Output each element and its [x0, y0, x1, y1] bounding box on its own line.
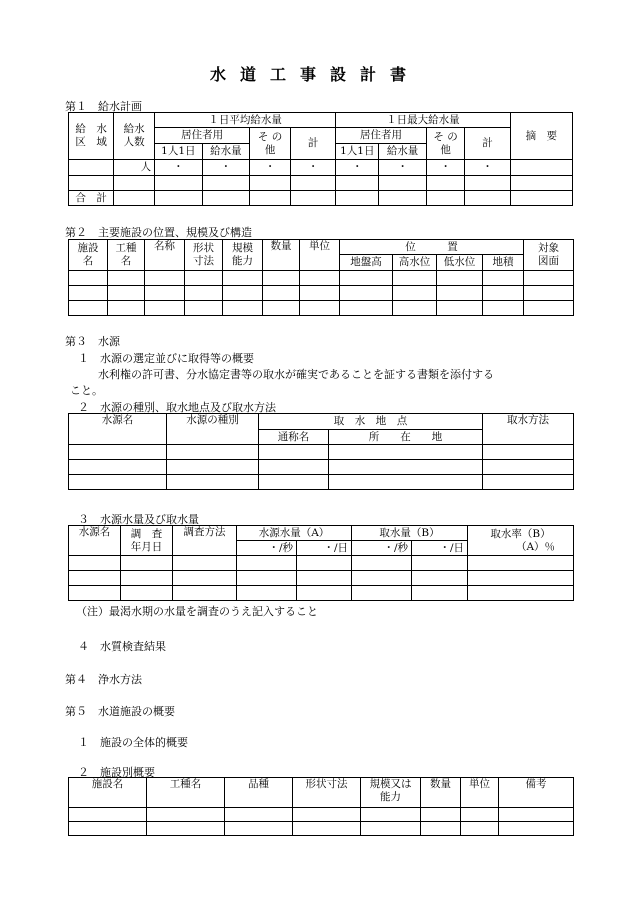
header-population: 給水 人数 [114, 113, 155, 160]
cell-dot: ・ [465, 160, 510, 176]
water-source-table [68, 413, 574, 490]
table-row [69, 191, 573, 206]
col-source-name: 水源名 [69, 414, 167, 445]
water-supply-plan-table [68, 112, 573, 206]
section3-text2: こと。 [70, 384, 103, 397]
col-intake-volume: 取水量（B） [352, 526, 468, 541]
col-high-water: 高水位 [393, 255, 437, 271]
col-quantity: 数量 [263, 240, 300, 271]
section3-sub3: ３ 水源水量及び取水量 [78, 513, 199, 526]
cell-dot: ・ [336, 160, 379, 176]
section5-sub2: ２ 施設別概要 [78, 766, 155, 779]
header-per-person-avg: 1人1日 [155, 144, 203, 160]
unit-per-sec: ・/秒 [237, 541, 297, 556]
col-shape: 形状 寸法 [185, 240, 223, 271]
col-facility-name: 施設 名 [69, 240, 108, 271]
page-title: 水道工事設計書 [209, 65, 420, 84]
header-daily-average: １日平均給水量 [155, 113, 336, 128]
col-location: 所 在 地 [329, 430, 483, 445]
section4-heading: 第４ 浄水方法 [65, 673, 142, 686]
col-scale: 規模 能力 [223, 240, 263, 271]
col-unit: 単位 [461, 778, 499, 808]
col-quantity: 数量 [421, 778, 461, 808]
col-shape: 形状寸法 [293, 778, 361, 808]
table-row [69, 160, 573, 176]
col-source-type: 水源の種別 [167, 414, 259, 445]
col-survey-date: 調 査 年月日 [121, 526, 173, 556]
table-row [69, 822, 574, 836]
cell-dot: ・ [155, 160, 203, 176]
section3-sub4: ４ 水質検査結果 [78, 640, 166, 653]
header-resident-max: 居住者用 [336, 128, 427, 144]
section3-text1: 水利権の許可書、分水協定書等の取水が確実であることを証する書類を添付する [98, 368, 494, 381]
col-intake-point: 取 水 地 点 [259, 414, 483, 430]
col-variety: 品種 [225, 778, 293, 808]
header-amount-avg: 給水量 [202, 144, 250, 160]
col-scale: 規模又は 能力 [361, 778, 421, 808]
header-other-avg: そ の 他 [250, 128, 291, 160]
cell-dot: ・ [250, 160, 291, 176]
header-area: 給 水 区 域 [69, 113, 114, 160]
table-row [69, 301, 574, 316]
header-daily-maximum: １日最大給水量 [336, 113, 510, 128]
cell-dot: ・ [379, 160, 427, 176]
table-row [69, 271, 574, 286]
section3-heading: 第３ 水源 [65, 335, 120, 348]
facility-detail-table [68, 777, 574, 836]
col-low-water: 低水位 [437, 255, 483, 271]
header-total-max: 計 [465, 128, 510, 160]
table-row [69, 286, 574, 301]
table-row [69, 176, 573, 191]
header-amount-max: 給水量 [379, 144, 427, 160]
section1-heading: 第１ 給水計画 [65, 100, 142, 113]
col-intake-method: 取水方法 [483, 414, 574, 445]
col-facility-name: 施設名 [69, 778, 147, 808]
col-position: 位 置 [340, 240, 524, 255]
header-total-avg: 計 [290, 128, 335, 160]
header-per-person-max: 1人1日 [336, 144, 379, 160]
section3-sub2: ２ 水源の種別、取水地点及び取水方法 [78, 401, 276, 414]
col-source-volume: 水源水量（A） [237, 526, 352, 541]
section5-sub1: １ 施設の全体的概要 [78, 736, 188, 749]
col-work-type: 工種 名 [108, 240, 145, 271]
col-intake-rate: 取水率（B） （A）％ [468, 526, 574, 556]
unit-person: 人 [114, 160, 155, 176]
col-unit: 単位 [300, 240, 340, 271]
section2-heading: 第２ 主要施設の位置、規模及び構造 [65, 226, 252, 239]
col-ground-height: 地盤高 [340, 255, 393, 271]
col-work-type: 工種名 [147, 778, 225, 808]
table-row [69, 808, 574, 822]
section3-sub1: １ 水源の選定並びに取得等の概要 [78, 352, 254, 365]
col-common-name: 通称名 [259, 430, 329, 445]
col-survey-method: 調査方法 [173, 526, 237, 556]
header-resident-avg: 居住者用 [155, 128, 250, 144]
cell-dot: ・ [202, 160, 250, 176]
col-source-name: 水源名 [69, 526, 121, 556]
water-volume-table [68, 525, 574, 601]
table-row [69, 586, 574, 601]
col-remarks: 備考 [499, 778, 574, 808]
header-remarks: 摘 要 [510, 113, 572, 160]
section5-heading: 第５ 水道施設の概要 [65, 705, 175, 718]
unit-per-day: ・/日 [297, 541, 352, 556]
sum-label: 合 計 [69, 191, 114, 206]
col-drawing: 対象 図面 [524, 240, 574, 271]
facilities-table [68, 239, 574, 316]
table-row [69, 556, 574, 571]
unit-per-day: ・/日 [412, 541, 468, 556]
table-row [69, 460, 574, 475]
section3-note: （注）最渇水期の水量を調査のうえ記入すること [76, 605, 318, 618]
table-row [69, 571, 574, 586]
cell-dot: ・ [426, 160, 465, 176]
table-row [69, 445, 574, 460]
cell-dot: ・ [290, 160, 335, 176]
unit-per-sec: ・/秒 [352, 541, 412, 556]
header-other-max: そ の 他 [426, 128, 465, 160]
col-name: 名称 [145, 240, 185, 271]
table-row [69, 475, 574, 490]
col-area: 地積 [483, 255, 524, 271]
